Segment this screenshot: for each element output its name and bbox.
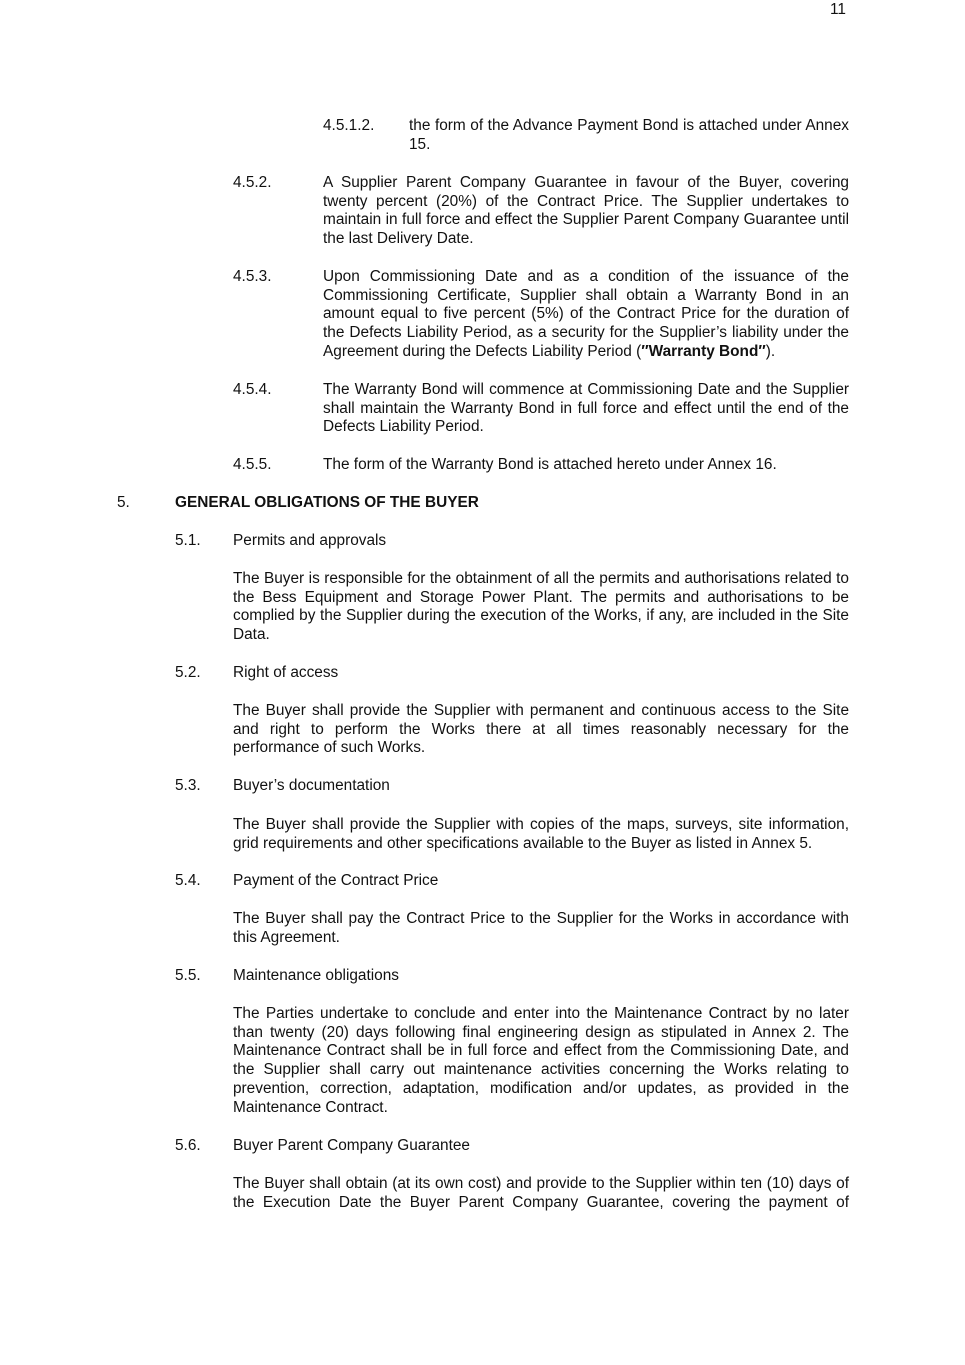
clause-text: A Supplier Parent Company Guarantee in favour of the Buyer, covering twenty percent (20%) of the Contract Price. The Supplier undertakes to maintain in full force and effect the Supplier Parent Company Guarantee until the last Delivery Date. (323, 174, 849, 248)
subsection-5-1-heading (175, 532, 849, 551)
clause-4-5-1-2 (323, 117, 849, 154)
subsection-5-3-text: The Buyer shall provide the Supplier with copies of the maps, surveys, site information, grid requirements and other specifications available to the Buyer as listed in Annex 5. (233, 816, 849, 852)
clause-number: 4.5.3. (233, 268, 272, 285)
section-number: 5. (117, 494, 130, 511)
subsection-5-5-heading (175, 967, 849, 986)
subsection-5-3-heading (175, 777, 849, 796)
subsection-number: 5.3. (175, 777, 201, 794)
subsection-5-4-text: The Buyer shall pay the Contract Price to the Supplier for the Works in accordance with this Agreement. (233, 910, 849, 946)
subsection-5-4-heading (175, 872, 849, 891)
subsection-5-6-text: The Buyer shall obtain (at its own cost) and provide to the Supplier within ten (10) days of the Execution Date the Buyer Parent Company Guarantee, covering the payment of (233, 1175, 849, 1211)
subsection-number: 5.1. (175, 532, 201, 549)
clause-4-5-2 (233, 174, 849, 249)
clause-text: The form of the Warranty Bond is attached hereto under Annex 16. (323, 456, 777, 473)
page-number: 11 (830, 1, 846, 18)
clause-4-5-3 (233, 268, 849, 362)
subsection-5-2-text: The Buyer shall provide the Supplier with permanent and continuous access to the Site and right to perform the Works there at all times reasonably necessary for the performance of such Works. (233, 702, 849, 757)
section-title: GENERAL OBLIGATIONS OF THE BUYER (175, 494, 479, 511)
subsection-5-2-heading (175, 664, 849, 683)
clause-text (323, 268, 849, 362)
clause-4-5-4 (233, 381, 849, 437)
subsection-number: 5.5. (175, 967, 201, 984)
subsection-number: 5.6. (175, 1137, 201, 1154)
subsection-title: Payment of the Contract Price (233, 872, 439, 889)
section-5-heading (117, 494, 849, 513)
subsection-title: Maintenance obligations (233, 967, 399, 984)
clause-number: 4.5.2. (233, 174, 272, 191)
subsection-title: Buyer Parent Company Guarantee (233, 1137, 470, 1154)
subsection-title: Buyer’s documentation (233, 777, 390, 794)
clause-text: The Warranty Bond will commence at Commissioning Date and the Supplier shall maintain the Warranty Bond in full force and effect until the end of the Defects Liability Period. (323, 381, 849, 436)
subsection-number: 5.2. (175, 664, 201, 681)
clause-text: the form of the Advance Payment Bond is attached under Annex 15. (409, 117, 849, 153)
clause-number: 4.5.1.2. (323, 117, 375, 134)
subsection-5-6-heading (175, 1137, 849, 1156)
clause-text-before: Upon Commissioning Date and as a condition of the issuance of the Commissioning Certificate, Supplier shall obtain a Warranty Bond in an amount equal to five percent (5%) of the Contract Price for the duration of the Defects Liability Period, as a security for the Supplier’s liability under the Agreement during the Defects Liability Period ( (323, 268, 849, 360)
subsection-title: Right of access (233, 664, 339, 681)
subsection-5-1-text: The Buyer is responsible for the obtainment of all the permits and authorisations related to the Bess Equipment and Storage Power Plant. The permits and authorisations to be complied by the Supplier during the execution of the Works, if any, are included in the Site Data. (233, 570, 849, 644)
subsection-5-5-text: The Parties undertake to conclude and enter into the Maintenance Contract by no later than twenty (20) days following final engineering design as stipulated in Annex 2. The Maintenance Contract shall be in full force and effect from the Commissioning Date, and the Supplier shall carry out maintenance activities concerning the Works relating to prevention, correction, adaptation, modification and/or updates, as provided in the Maintenance Contract. (233, 1005, 849, 1116)
clause-number: 4.5.4. (233, 381, 272, 398)
defined-term-warranty-bond: ″Warranty Bond″ (641, 342, 766, 360)
subsection-title: Permits and approvals (233, 532, 387, 549)
clause-4-5-5 (233, 456, 849, 475)
clause-text-after: ). (765, 342, 776, 360)
clause-number: 4.5.5. (233, 456, 272, 473)
subsection-number: 5.4. (175, 872, 201, 889)
